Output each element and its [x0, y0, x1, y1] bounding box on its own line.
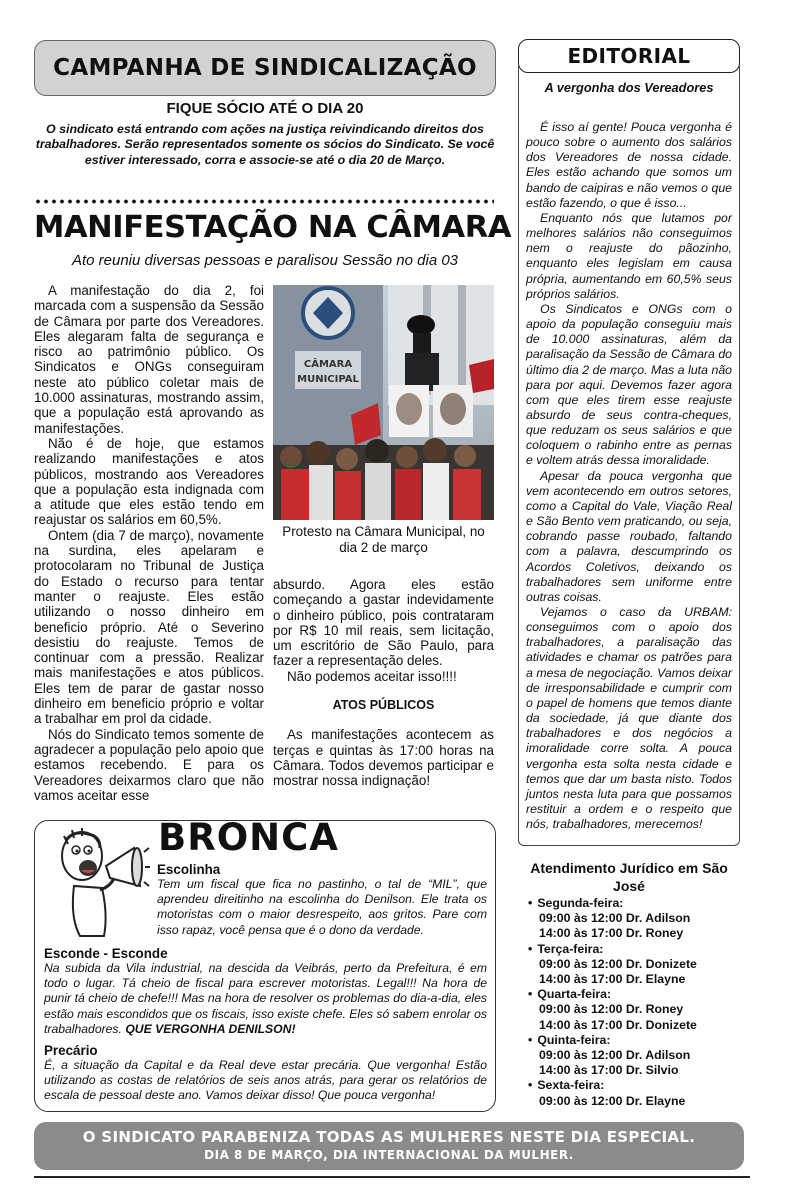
article-paragraph: As manifestações acontecem as terças e quintas às 17:00 horas na Câmara. Todos devemos participar e mostrar nossa indignação! [273, 727, 494, 789]
bronca-item-heading: Esconde - Esconde [44, 946, 168, 961]
schedule-slot: 09:00 às 12:00 Dr. Elayne [539, 1093, 686, 1108]
schedule-slot: 09:00 às 12:00 Dr. Adilson [539, 911, 691, 926]
building-sign: CÂMARA [303, 359, 353, 370]
bronca-item-text: Na subida da Vila industrial, na descida da Veibrás, perto da Prefeitura, é em todo o lugar. Tá cheio de fiscal para escrever motoristas. Legal!!! Na hora de punir tá cheio de chefe!!! Mas na hora de resolver os problemas do dia-a-dia, eles estão mais escondidos que os fiscais, isso existe chefe. Eles só sabem enrolar os trabalhadores. [44, 961, 487, 1036]
bronca-title: BRONCA [158, 816, 339, 859]
bronca-item-heading: Precário [44, 1043, 98, 1058]
bronca-item-heading: Escolinha [157, 862, 221, 877]
footer-line-1: O SINDICATO PARABENIZA TODAS AS MULHERES NESTE DIA ESPECIAL. [82, 1128, 696, 1146]
article-column-1 [34, 283, 264, 803]
schedule-slot: 14:00 às 17:00 Dr. Roney [539, 926, 684, 941]
legal-service-title: Atendimento Jurídico em São José [530, 860, 728, 894]
dotted-divider [34, 199, 494, 204]
bronca-item [44, 946, 487, 1037]
bronca-item-emphasis: QUE VERGONHA DENILSON! [125, 1021, 296, 1036]
campaign-title: CAMPANHA DE SINDICALIZAÇÃO [53, 55, 477, 81]
article-paragraph: Não podemos aceitar isso!!!! [287, 668, 457, 684]
schedule-slot: 09:00 às 12:00 Dr. Roney [539, 1002, 684, 1017]
editorial-title: A vergonha dos Vereadores [544, 80, 714, 95]
photo-caption: Protesto na Câmara Municipal, no dia 2 de março [282, 524, 485, 555]
schedule-day: • Segunda-feira: [528, 896, 738, 911]
schedule-day: • Quarta-feira: [528, 987, 738, 1002]
bronca-item-text: É, a situação da Capital e da Real deve estar precária. Que vergonha! Estão utilizando as costas de relatórios de seis anos atrás, para gerar os relatórios de escala de pessoal deste ano. Vamos deixar disso! Que pouca vergonha! [44, 1058, 487, 1103]
schedule-slot: 14:00 às 17:00 Dr. Donizete [539, 1017, 697, 1032]
svg-text:MUNICIPAL: MUNICIPAL [297, 374, 359, 385]
schedule-slot: 09:00 às 12:00 Dr. Adilson [539, 1048, 691, 1063]
article-title: MANIFESTAÇÃO NA CÂMARA [34, 210, 512, 245]
campaign-banner [34, 40, 496, 96]
campaign-subtitle: FIQUE SÓCIO ATÉ O DIA 20 [166, 100, 364, 117]
article-paragraph: absurdo. Agora eles estão começando a gastar indevidamente o dinheiro público, pois contrataram por R$ 10 mil reais, sem licitação, um escritório de São Paulo, para fazer a representação deles. [273, 577, 494, 669]
editorial-body [526, 120, 732, 832]
article-paragraph: Ontem (dia 7 de março), novamente na surdina, eles apelaram e protocolaram no Tribunal de Justiça do Estado o recurso para tentar manter o reajuste. Eles estão utilizando o nosso dinheiro em beneficio próprio. Até o Severino desistiu do reajuste. Temos de continuar com a pressão. Realizar mais manifestações e atos públicos. Eles tem de parar de gastar nosso dinheiro em beneficio próprio e voltar a trabalhar em prol da cidade. [34, 527, 264, 727]
article-subheading: ATOS PÚBLICOS [332, 698, 435, 713]
footer-line-2: DIA 8 DE MARÇO, DIA INTERNACIONAL DA MULHER. [204, 1148, 574, 1162]
schedule-slot: 14:00 às 17:00 Dr. Elayne [539, 972, 686, 987]
editorial-paragraph: Apesar da pouca vergonha que vem acontecendo em outros setores, como a Capital do Vale, Viação Real e São Bento vem praticando, ou seja, cobrando passe roubado, faltando com a palavra, descumprindo os Acordos Coletivos, deixando os trabalhadores sem uniforme entre outras coisas. [526, 468, 732, 604]
article-paragraph: A manifestação do dia 2, foi marcada com a suspensão da Sessão de Câmara por parte dos Vereadores. Eles alegaram falta de segurança e risco ao patrimônio público. Os Sindicatos e ONGs conseguiram neste ato público coletar mais de 10.000 assinaturas, mostrando assim, que a população está aprovando as manifestações. [34, 283, 264, 436]
legal-service-schedule [528, 896, 738, 1109]
article-paragraph: Não é de hoje, que estamos realizando manifestações e atos públicos, mostrando aos Vereadores que a população esta indignada com a atitude que eles estão tendo em reajustar os salários em 60,5%. [34, 435, 264, 528]
footer-banner [34, 1122, 744, 1170]
editorial-header [518, 39, 740, 73]
campaign-body: O sindicato está entrando com ações na justiça reivindicando direitos dos trabalhadores. Serão representados somente os sócios do Sindicato. Se você estiver interessado, corra e associe-se até o dia 20 de Março. [35, 122, 495, 167]
schedule-day: • Sexta-feira: [528, 1078, 738, 1093]
editorial-paragraph: Os Sindicatos e ONGs com o apoio da população conseguiu mais de 10.000 assinaturas, além da paralisação da Sessão de Câmara do último dia 2 de março. Mas a luta não para por aqui. Devemos fazer agora com que eles tirem esse reajuste absurdo de seus contra-cheques, que reduzam os seus salários e que coloquem o rabinho entre as pernas e voltem atrás dessa imoralidade. [526, 301, 732, 468]
schedule-day: • Terça-feira: [528, 942, 738, 957]
article-paragraph: Nós do Sindicato temos somente de agradecer a população pelo apoio que estamos recebendo. E para os Vereadores deixarmos claro que não vamos aceitar esse [34, 726, 264, 803]
article-subtitle: Ato reuniu diversas pessoas e paralisou Sessão no dia 03 [71, 252, 459, 269]
bottom-rule [34, 1176, 750, 1178]
schedule-slot: 14:00 às 17:00 Dr. Silvio [539, 1063, 679, 1078]
shouting-man-megaphone-icon [44, 826, 150, 940]
schedule-slot: 09:00 às 12:00 Dr. Donizete [539, 956, 697, 971]
schedule-day: • Quinta-feira: [528, 1033, 738, 1048]
editorial-paragraph: Enquanto nós que lutamos por melhores salários não conseguimos nem o reajuste do pãozinho, enquanto eles legislam em causa própria, aumentando em 60,5% seus próprios salários. [526, 210, 732, 301]
protest-photo [273, 285, 494, 520]
editorial-paragraph: Vejamos o caso da URBAM: conseguimos com o apoio dos trabalhadores, a paralisação das atividades e chamar os patrões para a mesa de negociação. Vamos deixar de irresponsabilidade e cumprir com o papel de homens que temos diante da sociedade, já que diante dos trabalhadores e dos negócios a imoralidade corre solta. A pouca vergonha esta solta nesta cidade e temos que dar um basta nisto. Todos juntos nesta luta para que possamos restituir a ordem e o respeito que nós, trabalhadores, merecemos! [526, 605, 732, 832]
bronca-item-text: Tem um fiscal que fica no pastinho, o tal de “MIL”, que aprendeu direitinho na escolinha do Denilson. Ele trata os motoristas com o maior desrespeito, aos gritos. Pare com isso rapaz, você pensa que é o dono da verdade. [157, 877, 487, 937]
bronca-item [44, 1043, 487, 1104]
bronca-item-text-wrapper [44, 961, 487, 1037]
editorial-paragraph: É isso aí gente! Pouca vergonha é pouco sobre o aumento dos salários dos Vereadores de nossa cidade. Eles estão achando que somos um bando de caipiras e não vemos o que estão fazendo, o que é isso... [526, 120, 732, 210]
editorial-header-label: EDITORIAL [567, 44, 691, 68]
article-column-2 [273, 577, 494, 789]
bronca-item [157, 862, 487, 938]
